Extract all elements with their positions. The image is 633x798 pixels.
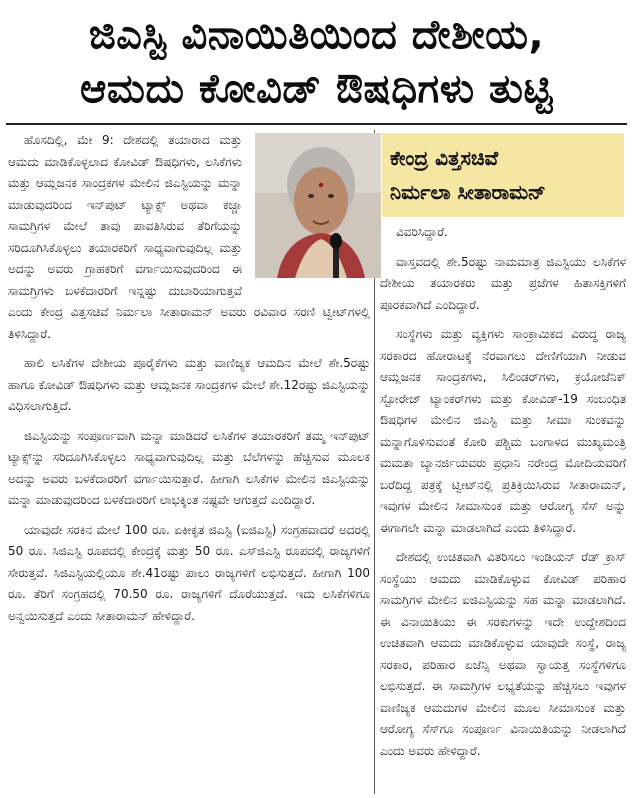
article-column-right — [380, 130, 626, 794]
paragraph: ಹೊಸದಿಲ್ಲಿ, ಮೇ 9: ದೇಶದಲ್ಲಿ ತಯಾರಾದ ಮತ್ತು ಆಮದು ಮಾಡಿಕೊಳ್ಳಲಾದ ಕೋವಿಡ್ ಔಷಧಿಗಳು, ಲಸಿಕೆಗಳು ಮತ್ತು ಆಮ್ಲಜನಕ ಸಾಂದ್ರಕಗಳ ಮೇಲಿನ ಜಿಎಸ್ಟಿಯನ್ನು ಮನ್ನಾ ಮಾಡುವುದರಿಂದ ಇನ್‌ಪುಟ್ ಟ್ಯಾಕ್ಸ್ ಅಥವಾ ಕಚ್ಚಾ ಸಾಮಗ್ರಿಗಳ ಮೇಲೆ ತಾವು ಪಾವತಿಸಿರುವ ತೆರಿಗೆಯನ್ನು ಸರಿದೂಗಿಸಿಕೊಳ್ಳಲು ತಯಾರಕರಿಗೆ ಸಾಧ್ಯವಾಗುವುದಿಲ್ಲ ಮತ್ತು ಅದನ್ನು ಅವರು ಗ್ರಾಹಕರಿಗೆ ವರ್ಗಾಯಿಸುವುದರಿಂದ ಈ ಸಾಮಗ್ರಿಗಳು ಬಳಕೆದಾರರಿಗೆ ಇನ್ನಷ್ಟು ದುಬಾರಿಯಾಗುತ್ತವೆ ಎಂದು ಕೇಂದ್ರ ವಿತ್ತಸಚಿವೆ ನಿರ್ಮಲಾ ಸೀತಾರಾಮನ್ ಅವರು ರವಿವಾರ ಸರಣಿ ಟ್ವೀಟ್‌ಗಳಲ್ಲಿ ತಿಳಿಸಿದ್ದಾರೆ. — [8, 133, 370, 341]
paragraph: ವಿವರಿಸಿದ್ದಾರೆ. — [396, 225, 448, 239]
paragraph: ಸಂಸ್ಥೆಗಳು ಮತ್ತು ವ್ಯಕ್ತಿಗಳು ಸಾಂಕ್ರಾಮಿಕದ ವಿರುದ್ಧ ರಾಜ್ಯ ಸರಕಾರದ ಹೋರಾಟಕ್ಕೆ ನೆರವಾಗಲು ದೇಣಿಗೆಯಾಗಿ ನೀಡುವ ಆಮ್ಲಜನಕ ಸಾಂದ್ರಕಗಳು, ಸಿಲಿಂಡರ್‌ಗಳು, ಕ್ರಯೋಜೆನಿಕ್ ಸ್ಟೋರೇಜ್ ಟ್ಯಾಂಕರ್‌ಗಳು ಮತ್ತು ಕೋವಿಡ್-19 ಸಂಬಂಧಿತ ಔಷಧಿಗಳ ಮೇಲಿನ ಜಿಎಸ್ಟಿ ಮತ್ತು ಸೀಮಾ ಸುಂಕವನ್ನು ಮನ್ನಾಗೊಳಿಸುವಂತೆ ಕೋರಿ ಪಶ್ಚಿಮ ಬಂಗಾಳದ ಮುಖ್ಯಮಂತ್ರಿ ಮಮತಾ ಬ್ಯಾನರ್ಜಿಯವರು ಪ್ರಧಾನಿ ನರೇಂದ್ರ ಮೋದಿಯವರಿಗೆ ಬರೆದಿದ್ದ ಪತ್ರಕ್ಕೆ ಟ್ವೀಟ್‌ನಲ್ಲಿ ಪ್ರತಿಕ್ರಿಯಿಸಿರುವ ಸೀತಾರಾಮನ್, ಇವುಗಳ ಮೇಲಿನ ಸೀಮಾಸುಂಕ ಮತ್ತು ಆರೋಗ್ಯ ಸೆಸ್ ಅನ್ನು ಈಗಾಗಲೇ ಮನ್ನಾ ಮಾಡಲಾಗಿದೆ ಎಂದು ತಿಳಿಸಿದ್ದಾರೆ. — [380, 327, 626, 535]
paragraph: ದೇಶದಲ್ಲಿ ಉಚಿತವಾಗಿ ವಿತರಿಸಲು ಇಂಡಿಯನ್ ರೆಡ್ ಕ್ರಾಸ್ ಸಂಸ್ಥೆಯು ಆಮದು ಮಾಡಿಕೊಳ್ಳುವ ಕೋವಿಡ್ ಪರಿಹಾರ ಸಾಮಗ್ರಿಗಳ ಮೇಲಿನ ಐಜಿಎಸ್ಟಿಯನ್ನು ಸಹ ಮನ್ನಾ ಮಾಡಲಾಗಿದೆ. ಈ ವಿನಾಯಿತಿಯು ಈ ಸರಕುಗಳನ್ನು ಇದೇ ಉದ್ದೇಶದಿಂದ ಉಚಿತವಾಗಿ ಆಮದು ಮಾಡಿಕೊಳ್ಳುವ ಯಾವುದೇ ಸಂಸ್ಥೆ, ರಾಜ್ಯ ಸರಕಾರ, ಪರಿಹಾರ ಏಜೆನ್ಸಿ ಅಥವಾ ಸ್ವಾಯತ್ತ ಸಂಸ್ಥೆಗಳಿಗೂ ಲಭಿಸುತ್ತದೆ. ಈ ಸಾಮಗ್ರಿಗಳ ಲಭ್ಯತೆಯನ್ನು ಹೆಚ್ಚಿಸಲು ಇವುಗಳ ವಾಣಿಜ್ಯಕ ಆಮದುಗಳ ಮೇಲಿನ ಮೂಲ ಸೀಮಾಸುಂಕ ಮತ್ತು ಆರೋಗ್ಯ ಸೆಸ್‌ಗೂ ಸಂಪೂರ್ಣ ವಿನಾಯಿತಿಯನ್ನು ನೀಡಲಾಗಿದೆ ಎಂದು ಅವರು ಹೇಳಿದ್ದಾರೆ. — [380, 550, 626, 758]
headline-line-2: ಆಮದು ಕೋವಿಡ್ ಔಷಧಿಗಳು ತುಟ್ಟಿ — [80, 66, 553, 112]
paragraph: ವಾಸ್ತವದಲ್ಲಿ ಶೇ.5ರಷ್ಟು ನಾಮಮಾತ್ರ ಜಿಎಸ್ಟಿಯು ಲಸಿಕೆಗಳ ದೇಶೀಯ ತಯಾರಕರು ಮತ್ತು ಪ್ರಜೆಗಳ ಹಿತಾಸಕ್ತಿಗಳಿಗೆ ಪೂರಕವಾಗಿದೆ ಎಂದಿದ್ದಾರೆ. — [380, 254, 626, 312]
portrait-illustration — [255, 133, 381, 278]
caption-line-1: ಕೇಂದ್ರ ವಿತ್ತಸಚಿವೆ — [390, 146, 499, 170]
paragraph: ಹಾಲಿ ಲಸಿಕೆಗಳ ದೇಶೀಯ ಪೂರೈಕೆಗಳು ಮತ್ತು ವಾಣಿಜ್ಯಕ ಆಮದಿನ ಮೇಲೆ ಶೇ.5ರಷ್ಟು ಹಾಗೂ ಕೋವಿಡ್ ಔಷಧಿಗಳು ಮತ್ತು ಆಮ್ಲಜನಕ ಸಾಂದ್ರಕಗಳ ಮೇಲೆ ಶೇ.12ರಷ್ಟು ಜಿಎಸ್ಟಿಯನ್ನು ವಿಧಿಸಲಾಗುತ್ತಿದೆ. — [8, 356, 370, 413]
caption-line-2: ನಿರ್ಮಲಾ ಸೀತಾರಾಮನ್ — [390, 180, 546, 204]
headline-rule — [6, 123, 627, 125]
paragraph: ಯಾವುದೇ ಸರಕಿನ ಮೇಲೆ 100 ರೂ. ಏಕೀಕೃತ ಜಿಎಸ್ಟಿ (ಐಜಿಎಸ್ಟಿ) ಸಂಗ್ರಹವಾದರೆ ಅದರಲ್ಲಿ 50 ರೂ. ಸಿಜಿಎಸ್ಟಿ ರೂಪದಲ್ಲಿ ಕೇಂದ್ರಕ್ಕೆ ಮತ್ತು 50 ರೂ. ಎಸ್‌ಜಿಎಸ್ಟಿ ರೂಪದಲ್ಲಿ ರಾಜ್ಯಗಳಿಗೆ ಸೇರುತ್ತವೆ. ಸಿಜಿಎಸ್ಟಿಯಲ್ಲಿಯೂ ಶೇ.41ರಷ್ಟು ಪಾಲು ರಾಜ್ಯಗಳಿಗೆ ಲಭಿಸುತ್ತದೆ. ಹೀಗಾಗಿ 100 ರೂ. ತೆರಿಗೆ ಸಂಗ್ರಹದಲ್ಲಿ 70.50 ರೂ. ರಾಜ್ಯಗಳಿಗೆ ದೊರೆಯುತ್ತದೆ. ಇದು ಲಸಿಕೆಗಳಿಗೂ ಅನ್ವಯಿಸುತ್ತದೆ ಎಂದು ಸೀತಾರಾಮನ್ ಹೇಳಿದ್ದಾರೆ. — [8, 522, 370, 623]
portrait-photo — [255, 133, 381, 278]
headline — [6, 8, 627, 116]
headline-line-1: ಜಿಎಸ್ಟಿ ವಿನಾಯಿತಿಯಿಂದ ದೇಶೀಯ, — [88, 12, 545, 58]
paragraph: ಜಿಎಸ್ಟಿಯನ್ನು ಸಂಪೂರ್ಣವಾಗಿ ಮನ್ನಾ ಮಾಡಿದರೆ ಲಸಿಕೆಗಳ ತಯಾರಕರಿಗೆ ತಮ್ಮ ಇನ್‌ಪುಟ್ ಟ್ಯಾಕ್ಸ್‌ನ್ನು ಸರಿದೂಗಿಸಿಕೊಳ್ಳಲು ಸಾಧ್ಯವಾಗುವುದಿಲ್ಲ ಮತ್ತು ಬೆಲೆಗಳನ್ನು ಹೆಚ್ಚಿಸುವ ಮೂಲಕ ಅದನ್ನು ಅವರು ಬಳಕೆದಾರರಿಗೆ ವರ್ಗಾಯಿಸುತ್ತಾರೆ. ಹೀಗಾಗಿ ಲಸಿಕೆಗಳ ಮೇಲಿನ ಜಿಎಸ್ಟಿಯನ್ನು ಮನ್ನಾ ಮಾಡುವುದರಿಂದ ಬಳಕೆದಾರರಿಗೆ ಲಾಭಕ್ಕಿಂತ ನಷ್ಟವೇ ಆಗುತ್ತದೆ ಎಂದಿದ್ದಾರೆ. — [8, 428, 370, 507]
caption-spacer — [380, 130, 626, 222]
